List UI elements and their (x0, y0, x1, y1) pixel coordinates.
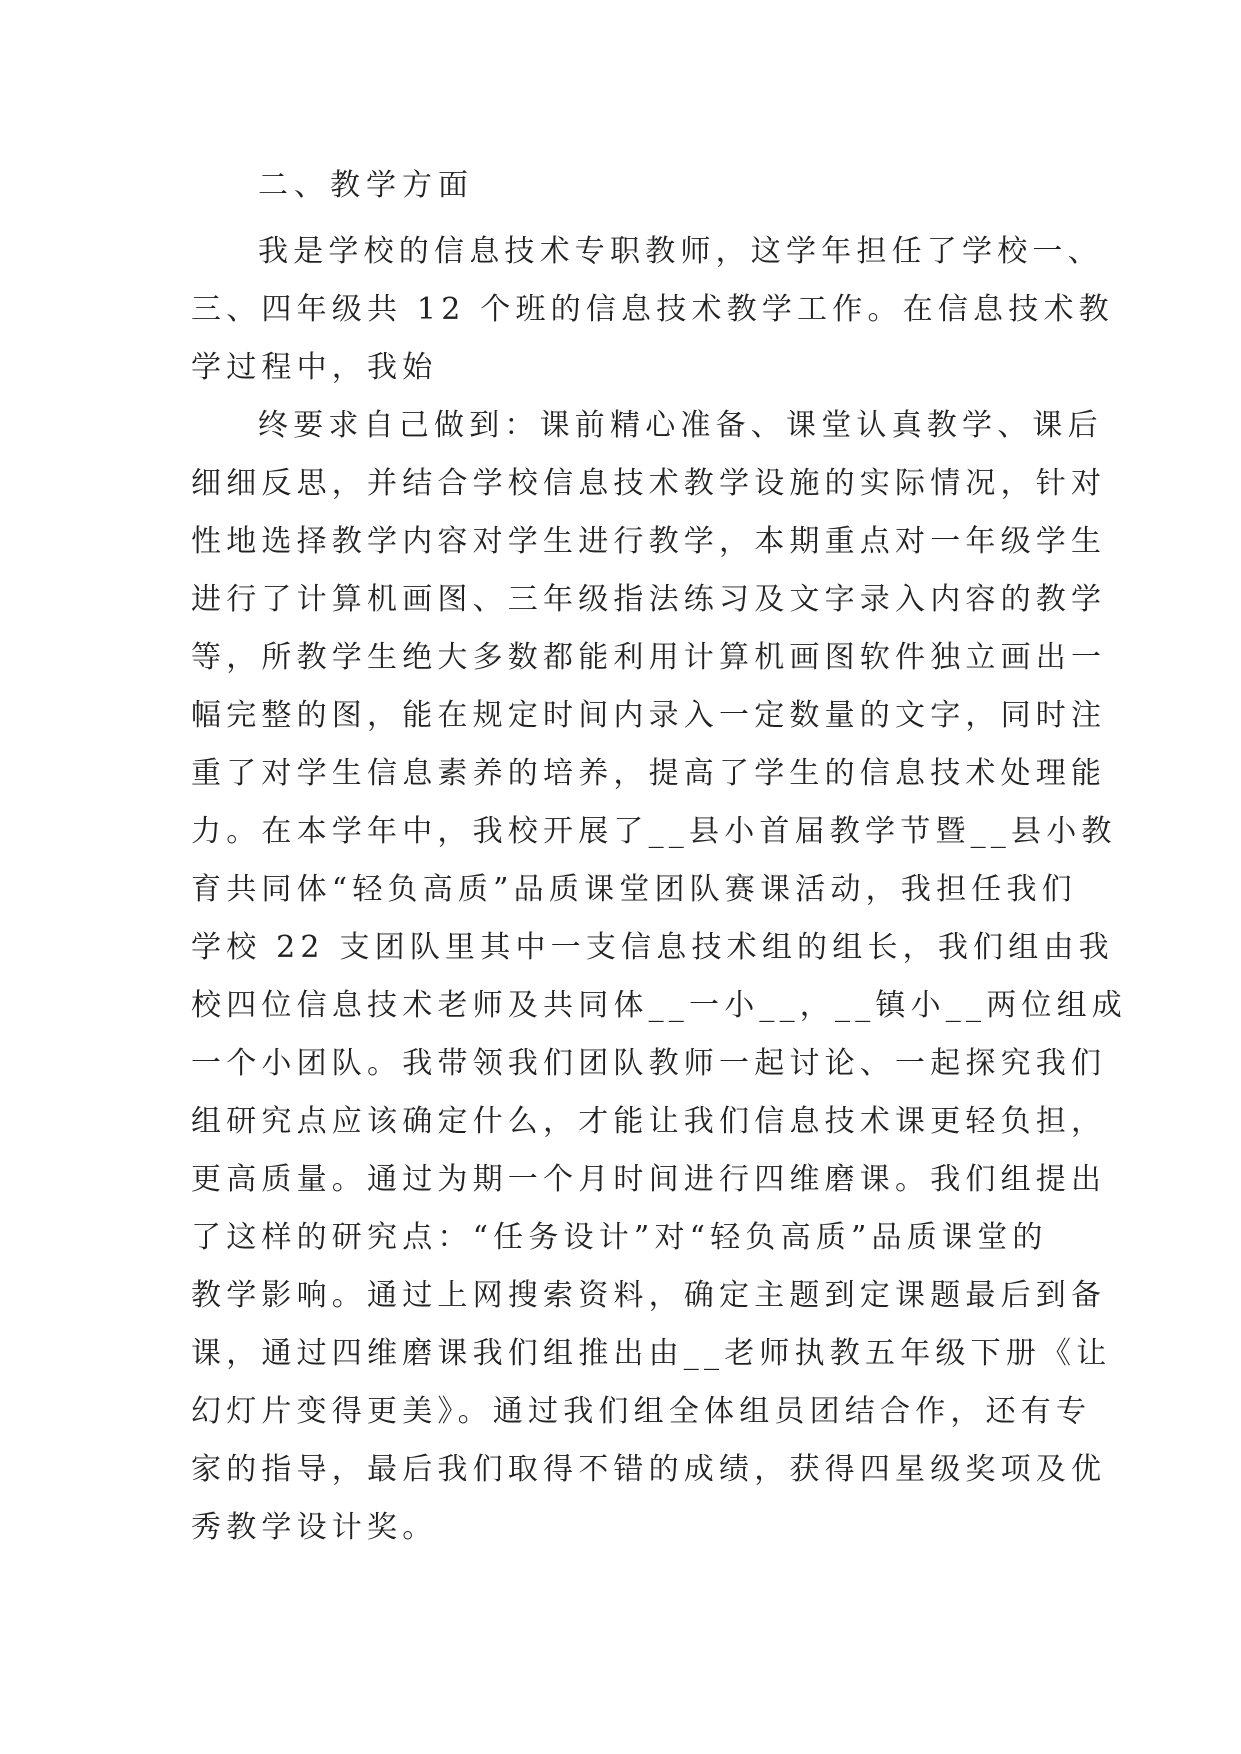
text-line: 终要求自己做到：课前精心准备、课堂认真教学、课后 (258, 408, 1103, 443)
text-line: 等，所教学生绝大多数都能利用计算机画图软件独立画出一 (191, 640, 1107, 675)
section-heading: 二、教学方面 (258, 168, 474, 203)
text-line: 幻灯片变得更美》。通过我们组全体组员团结合作，还有专 (191, 1394, 1092, 1429)
text-line: 更高质量。通过为期一个月时间进行四维磨课。我们组提出 (191, 1162, 1107, 1197)
text-line: 一个小团队。我带领我们团队教师一起讨论、一起探究我们 (191, 1046, 1107, 1081)
text-line: 组研究点应该确定什么，才能让我们信息技术课更轻负担， (191, 1104, 1107, 1139)
text-line: 力。在本学年中，我校开展了__县小首届教学节暨__县小教 (191, 814, 1117, 849)
text-line: 性地选择教学内容对学生进行教学，本期重点对一年级学生 (191, 524, 1107, 559)
text-line: 学过程中，我始 (191, 350, 438, 385)
text-line: 重了对学生信息素养的培养，提高了学生的信息技术处理能 (191, 756, 1107, 791)
text-line: 校四位信息技术老师及共同体__一小__，__镇小__两位组成 (191, 988, 1127, 1023)
text-line: 了这样的研究点：“任务设计”对“轻负高质”品质课堂的 (191, 1220, 1048, 1255)
text-line: 秀教学设计奖。 (191, 1510, 438, 1545)
text-line: 幅完整的图，能在规定时间内录入一定数量的文字，同时注 (191, 698, 1107, 733)
text-line: 我是学校的信息技术专职教师，这学年担任了学校一、 (258, 234, 1103, 269)
text-line: 细细反思，并结合学校信息技术教学设施的实际情况，针对 (191, 466, 1107, 501)
text-line: 三、四年级共 12 个班的信息技术教学工作。在信息技术教 (191, 292, 1114, 327)
text-line: 教学影响。通过上网搜索资料，确定主题到定课题最后到备 (191, 1278, 1107, 1313)
text-line: 家的指导，最后我们取得不错的成绩，获得四星级奖项及优 (191, 1452, 1107, 1487)
text-line: 课，通过四维磨课我们组推出由__老师执教五年级下册《让 (191, 1336, 1112, 1371)
text-line: 育共同体“轻负高质”品质课堂团队赛课活动，我担任我们 (191, 872, 1077, 907)
text-line: 学校 22 支团队里其中一支信息技术组的组长，我们组由我 (191, 930, 1114, 965)
text-line: 进行了计算机画图、三年级指法练习及文字录入内容的教学 (191, 582, 1107, 617)
